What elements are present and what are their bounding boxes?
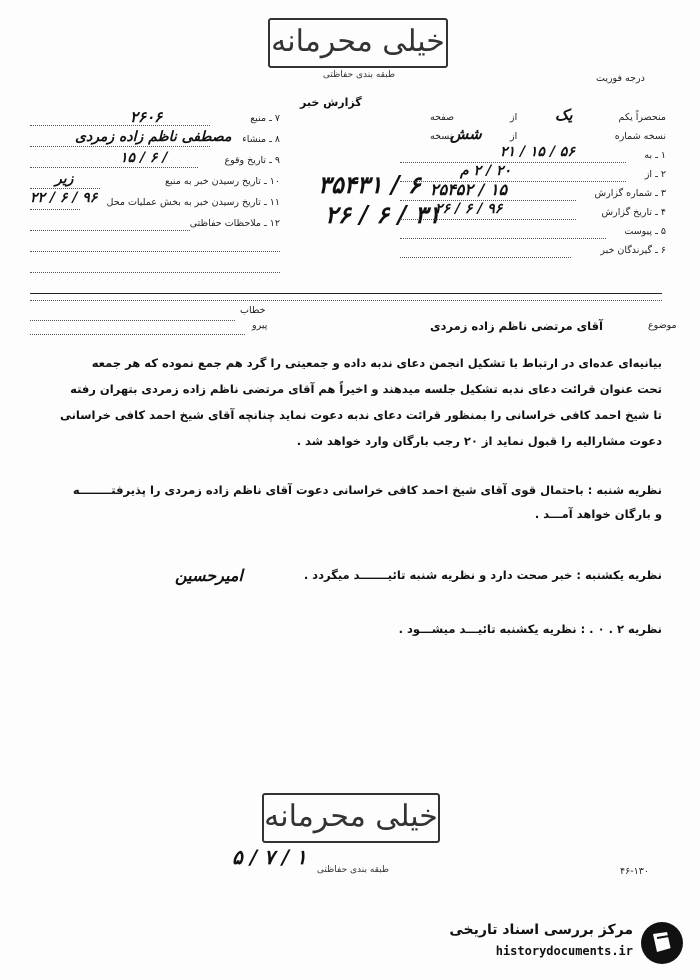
right-field bbox=[400, 224, 666, 243]
left-field-label: ۱۱ ـ تاریخ رسیدن خبر به بخش عملیات محل bbox=[106, 197, 280, 208]
classification-stamp-bottom bbox=[262, 793, 440, 843]
archive-logo-icon bbox=[641, 922, 683, 964]
left-field-label: ۱۰ ـ تاریخ رسیدن خبر به منبع bbox=[165, 176, 280, 187]
right-field-value: ۲۰ / ۲ م bbox=[460, 163, 511, 179]
right-field bbox=[400, 144, 666, 167]
right-field bbox=[400, 243, 666, 262]
right-field-value: ۲۱ / ۱۵ / ۵۶ bbox=[500, 144, 575, 160]
left-field bbox=[30, 257, 280, 278]
header-separator-dotted bbox=[30, 300, 662, 301]
right-field-value: ۲۵۴۵۲ / ۱۵ bbox=[430, 180, 508, 199]
left-field-value: ۲۶۰۶ bbox=[130, 108, 163, 126]
saturday-opinion bbox=[30, 478, 662, 526]
right-field-label: ۱ ـ به bbox=[644, 150, 666, 161]
footer-watermark bbox=[420, 918, 685, 968]
registration-number: ۳۵۴۳۱ / ۶ bbox=[318, 170, 421, 199]
report-body bbox=[30, 350, 662, 454]
final-opinion: نظریه ۲ . ۰ . : نظریه یکشنبه تائیـــد میشـــود . bbox=[398, 622, 662, 636]
left-field-label: ۹ ـ تاریخ وقوع bbox=[224, 155, 280, 166]
left-field-value: ۲۲ / ۶ / ۹۶ bbox=[30, 190, 98, 206]
left-field-label: ۸ ـ منشاء bbox=[242, 134, 280, 145]
right-field-label: ۳ ـ شماره گزارش bbox=[594, 188, 666, 199]
page-code: ۴۶-۱۳۰ bbox=[620, 866, 649, 877]
top-classification-block bbox=[268, 18, 450, 80]
right-field-label: ۲ ـ از bbox=[644, 169, 666, 180]
classification-stamp-top bbox=[268, 18, 448, 68]
right-field-value: یک bbox=[555, 106, 573, 124]
classification-caption: طبقه بندی حفاظتی bbox=[316, 865, 390, 875]
right-field bbox=[400, 106, 666, 129]
peyro-label: پیرو bbox=[252, 320, 268, 331]
classification-caption: طبقه بندی حفاظتی bbox=[322, 70, 396, 80]
left-field bbox=[30, 152, 280, 173]
subject-text: آقای مرتضی ناظم زاده زمردی bbox=[430, 319, 603, 333]
footer-site: historydocuments.ir bbox=[495, 944, 633, 958]
right-field-label: منحصراً یکم bbox=[618, 112, 666, 123]
body-line: دعوت مشارالیه را قبول نماید از ۲۰ رجب بارگان وارد خواهد شد . bbox=[296, 434, 662, 448]
right-field-list bbox=[400, 106, 666, 262]
right-field-label: ۵ ـ پیوست bbox=[624, 226, 666, 237]
right-field-value: شش bbox=[450, 125, 482, 143]
document-title: گزارش خبر bbox=[300, 96, 362, 109]
body-line: تا شیخ احمد کافی خراسانی را بمنظور قرائت دعای ندبه دعوت نماید چنانچه آقای شیخ احمد کافی خراسانی bbox=[59, 408, 662, 422]
classification-stamp-text: خیلی محرمانه bbox=[264, 799, 438, 834]
khetab-label: خطاب bbox=[240, 305, 266, 316]
sunday-opinion: نظریه یکشنبه : خبر صحت دارد و نظریه شنبه تائیـــــــد میگردد . bbox=[303, 568, 662, 582]
left-field bbox=[30, 236, 280, 257]
classification-stamp-text: خیلی محرمانه bbox=[271, 24, 445, 59]
right-field bbox=[400, 201, 666, 224]
body-line: بیانیه‌ای عده‌ای در ارتباط با تشکیل انجمن دعای ندبه داده و جمعیتی را گرد هم جمع نموده که هر جمعه bbox=[91, 356, 662, 370]
right-field-end: نسخه bbox=[430, 131, 453, 142]
left-field-value: ۱۵ / ۶ / bbox=[120, 150, 168, 166]
footer-brand: مرکز بررسی اسناد تاریخی bbox=[449, 922, 633, 938]
bottom-handwritten-number: ۵ / ۷ / ۱ bbox=[232, 845, 307, 869]
opinion-line: نظریه شنبه : باحتمال قوی آقای شیخ احمد کافی خراسانی دعوت آقای ناظم زاده زمردی را پذیرفتــــــــه bbox=[72, 483, 662, 497]
right-field-label: ۴ ـ تاریخ گزارش bbox=[601, 207, 666, 218]
right-field-value: ۲۶ / ۶ / ۹۶ bbox=[435, 201, 503, 217]
left-field bbox=[30, 215, 280, 236]
sunday-signature: امیرحسین bbox=[175, 566, 243, 585]
left-field bbox=[30, 190, 280, 215]
left-field bbox=[30, 110, 280, 131]
right-field-mid: از bbox=[510, 131, 518, 142]
left-field-value: مصطفی ناظم زاده زمردی bbox=[75, 129, 232, 145]
header-separator bbox=[30, 293, 662, 294]
right-field-mid: از bbox=[510, 112, 518, 123]
right-field-label: ۶ ـ گیرندگان خبر bbox=[600, 245, 666, 256]
left-field-value: زیر bbox=[55, 171, 74, 187]
opinion-line: و بارگان خواهد آمـــد . bbox=[534, 507, 662, 521]
khetab-line bbox=[30, 320, 235, 321]
left-field-label: ۷ ـ منبع bbox=[250, 113, 280, 124]
priority-label: درجه فوریت bbox=[596, 73, 645, 84]
left-field-label: ۱۲ ـ ملاحظات حفاظتی bbox=[189, 218, 280, 229]
right-field-label: نسخه شماره bbox=[614, 131, 666, 142]
left-field bbox=[30, 131, 280, 152]
registration-date: ۲۶ / ۶ / ۳۱ bbox=[325, 200, 441, 229]
subject-label: موضوع bbox=[648, 320, 677, 331]
left-field-list bbox=[30, 110, 280, 278]
peyro-line bbox=[30, 334, 245, 335]
right-field-end: صفحه bbox=[430, 112, 455, 123]
body-line: تحت عنوان قرائت دعای ندبه تشکیل جلسه میدهند و اخیراً هم آقای مرتضی ناظم زاده زمردی بتهران رفته bbox=[70, 382, 662, 396]
